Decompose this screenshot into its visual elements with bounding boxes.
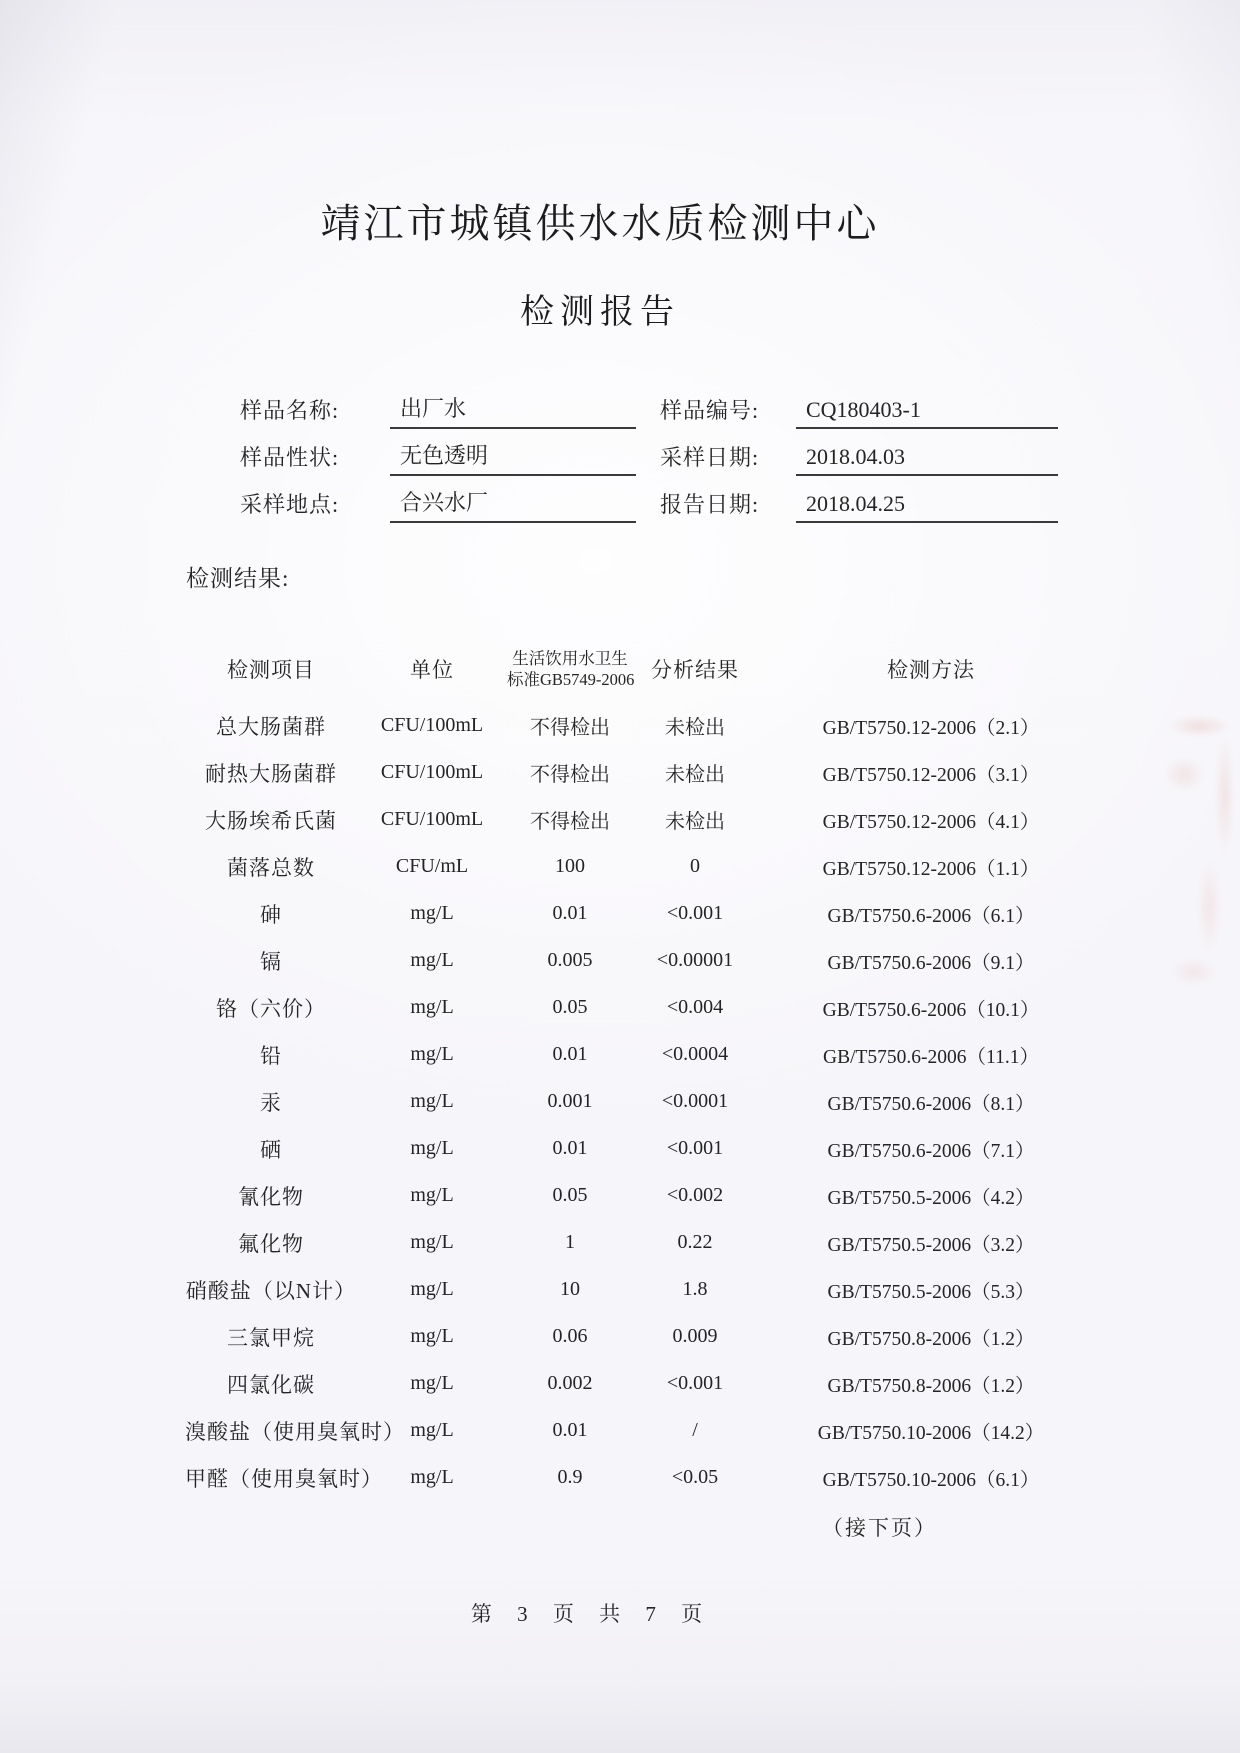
cell-result: <0.004	[666, 996, 724, 1018]
field-label: 采样日期:	[660, 445, 760, 470]
cell-standard: 0.005	[547, 949, 593, 971]
cell-item: 总大肠菌群	[216, 714, 326, 739]
cell-unit: CFU/100mL	[380, 761, 484, 783]
cell-item: 溴酸盐（使用臭氧时）	[185, 1419, 405, 1444]
header-result: 分析结果	[651, 658, 739, 682]
table-row	[185, 749, 1105, 796]
cell-method: GB/T5750.6-2006（8.1）	[827, 1093, 1035, 1115]
sample-info-row	[240, 429, 1070, 476]
org-title: 靖江市城镇供水水质检测中心	[320, 201, 880, 246]
table-row	[185, 1360, 1105, 1407]
cell-unit: mg/L	[410, 949, 454, 971]
cell-standard: 0.01	[552, 902, 588, 924]
cell-method: GB/T5750.10-2006（14.2）	[817, 1422, 1045, 1444]
cell-method: GB/T5750.6-2006（6.1）	[827, 905, 1035, 927]
page-number-footer: 第 3 页 共 7 页	[470, 1602, 705, 1626]
cell-method: GB/T5750.6-2006（9.1）	[827, 952, 1035, 974]
cell-method: GB/T5750.12-2006（4.1）	[822, 811, 1040, 833]
cell-unit: mg/L	[410, 902, 454, 924]
cell-result: 未检出	[665, 717, 725, 739]
table-row	[185, 843, 1105, 890]
cell-method: GB/T5750.5-2006（4.2）	[827, 1187, 1035, 1209]
cell-result: 0.009	[672, 1325, 718, 1347]
cell-method: GB/T5750.12-2006（1.1）	[822, 858, 1040, 880]
cell-method: GB/T5750.5-2006（3.2）	[827, 1234, 1035, 1256]
field-value: 出厂水	[390, 392, 636, 429]
results-table	[185, 636, 1105, 1501]
cell-item: 氟化物	[238, 1231, 304, 1256]
table-row	[185, 890, 1105, 937]
field-label: 样品编号:	[660, 398, 760, 423]
cell-method: GB/T5750.12-2006（2.1）	[822, 717, 1040, 739]
cell-standard: 0.06	[552, 1325, 588, 1347]
cell-item: 铅	[260, 1043, 282, 1068]
cell-item: 耐热大肠菌群	[205, 761, 337, 786]
sample-info-row	[240, 476, 1070, 523]
cell-result: <0.001	[666, 902, 724, 924]
cell-unit: mg/L	[410, 1278, 454, 1300]
cell-method: GB/T5750.5-2006（5.3）	[827, 1281, 1035, 1303]
cell-item: 砷	[260, 902, 282, 927]
table-row	[185, 1078, 1105, 1125]
cell-standard: 不得检出	[530, 764, 610, 786]
red-stamp-remnant	[1138, 690, 1240, 990]
cell-item: 四氯化碳	[227, 1372, 315, 1397]
cell-result: <0.002	[666, 1184, 724, 1206]
header-unit: 单位	[410, 658, 454, 682]
cell-unit: CFU/100mL	[380, 808, 484, 830]
cell-item: 氰化物	[238, 1184, 304, 1209]
cell-standard: 0.05	[552, 1184, 588, 1206]
cell-result: <0.00001	[656, 949, 734, 971]
table-row	[185, 1031, 1105, 1078]
cell-unit: CFU/100mL	[380, 714, 484, 736]
cell-unit: mg/L	[410, 1184, 454, 1206]
cell-item: 硝酸盐（以N计）	[185, 1278, 357, 1303]
cell-unit: mg/L	[410, 1231, 454, 1253]
cell-item: 大肠埃希氏菌	[205, 808, 337, 833]
sample-info	[240, 382, 1070, 523]
cell-standard: 0.01	[552, 1043, 588, 1065]
cell-standard: 0.002	[547, 1372, 593, 1394]
cell-unit: mg/L	[410, 1325, 454, 1347]
field-value: 合兴水厂	[390, 486, 636, 523]
field-label: 样品性状:	[240, 445, 340, 470]
field-label: 采样地点:	[240, 492, 340, 517]
cell-method: GB/T5750.6-2006（10.1）	[822, 999, 1040, 1021]
field-value: 2018.04.25	[796, 491, 1058, 523]
cell-unit: mg/L	[410, 1090, 454, 1112]
results-table-body	[185, 702, 1105, 1501]
cell-unit: mg/L	[410, 996, 454, 1018]
cell-item: 三氯甲烷	[227, 1325, 315, 1350]
table-row	[185, 1172, 1105, 1219]
cell-method: GB/T5750.12-2006（3.1）	[822, 764, 1040, 786]
cell-standard: 不得检出	[530, 717, 610, 739]
cell-item: 汞	[260, 1090, 282, 1115]
header-method: 检测方法	[887, 658, 975, 682]
table-row	[185, 1313, 1105, 1360]
cell-method: GB/T5750.6-2006（7.1）	[827, 1140, 1035, 1162]
cell-unit: mg/L	[410, 1043, 454, 1065]
cell-standard: 100	[555, 855, 585, 877]
cell-item: 硒	[260, 1137, 282, 1162]
cell-unit: mg/L	[410, 1372, 454, 1394]
cell-item: 菌落总数	[227, 855, 315, 880]
cell-result: <0.0001	[661, 1090, 729, 1112]
sample-info-row	[240, 382, 1070, 429]
table-row	[185, 984, 1105, 1031]
table-row	[185, 937, 1105, 984]
header-standard-line1: 生活饮用水卫生	[512, 648, 628, 668]
cell-standard: 10	[560, 1278, 580, 1300]
cell-method: GB/T5750.8-2006（1.2）	[827, 1375, 1035, 1397]
header-item: 检测项目	[227, 658, 315, 682]
cell-unit: mg/L	[410, 1466, 454, 1488]
cell-standard: 0.9	[557, 1466, 583, 1488]
cell-unit: mg/L	[410, 1137, 454, 1159]
table-row	[185, 702, 1105, 749]
cell-result: <0.001	[666, 1372, 724, 1394]
cell-unit: mg/L	[410, 1419, 454, 1441]
field-value: CQ180403-1	[796, 397, 1058, 429]
cell-standard: 1	[565, 1231, 575, 1253]
cell-result: 未检出	[665, 811, 725, 833]
cell-result: 0.22	[677, 1231, 713, 1253]
cell-standard: 0.001	[547, 1090, 593, 1112]
cell-item: 甲醛（使用臭氧时）	[185, 1466, 383, 1491]
field-value: 无色透明	[390, 439, 636, 476]
cell-item: 铬（六价）	[216, 996, 326, 1021]
cell-result: 1.8	[682, 1278, 708, 1300]
cell-method: GB/T5750.6-2006（11.1）	[823, 1046, 1039, 1068]
cell-method: GB/T5750.8-2006（1.2）	[827, 1328, 1035, 1350]
results-table-header	[185, 636, 1105, 702]
cell-result: <0.05	[671, 1466, 719, 1488]
cell-standard: 不得检出	[530, 811, 610, 833]
header-standard-line2: 标准GB5749-2006	[507, 670, 635, 689]
field-label: 报告日期:	[660, 492, 760, 517]
cell-result: <0.001	[666, 1137, 724, 1159]
table-row	[185, 1219, 1105, 1266]
header-standard	[507, 648, 633, 691]
cell-method: GB/T5750.10-2006（6.1）	[822, 1469, 1040, 1491]
results-label: 检测结果:	[186, 566, 290, 591]
table-row	[185, 1125, 1105, 1172]
table-row	[185, 1407, 1105, 1454]
cell-standard: 0.01	[552, 1137, 588, 1159]
cell-unit: CFU/mL	[395, 855, 469, 877]
cell-result: 未检出	[665, 764, 725, 786]
field-label: 样品名称:	[240, 398, 340, 423]
cell-standard: 0.05	[552, 996, 588, 1018]
table-row	[185, 796, 1105, 843]
report-title: 检测报告	[520, 294, 680, 331]
cell-result: <0.0004	[661, 1043, 729, 1065]
cell-item: 镉	[260, 949, 282, 974]
continuation-note: （接下页）	[822, 1516, 937, 1540]
cell-result: 0	[690, 855, 700, 877]
cell-standard: 0.01	[552, 1419, 588, 1441]
cell-result: /	[692, 1419, 698, 1441]
table-row	[185, 1454, 1105, 1501]
table-row	[185, 1266, 1105, 1313]
field-value: 2018.04.03	[796, 444, 1058, 476]
